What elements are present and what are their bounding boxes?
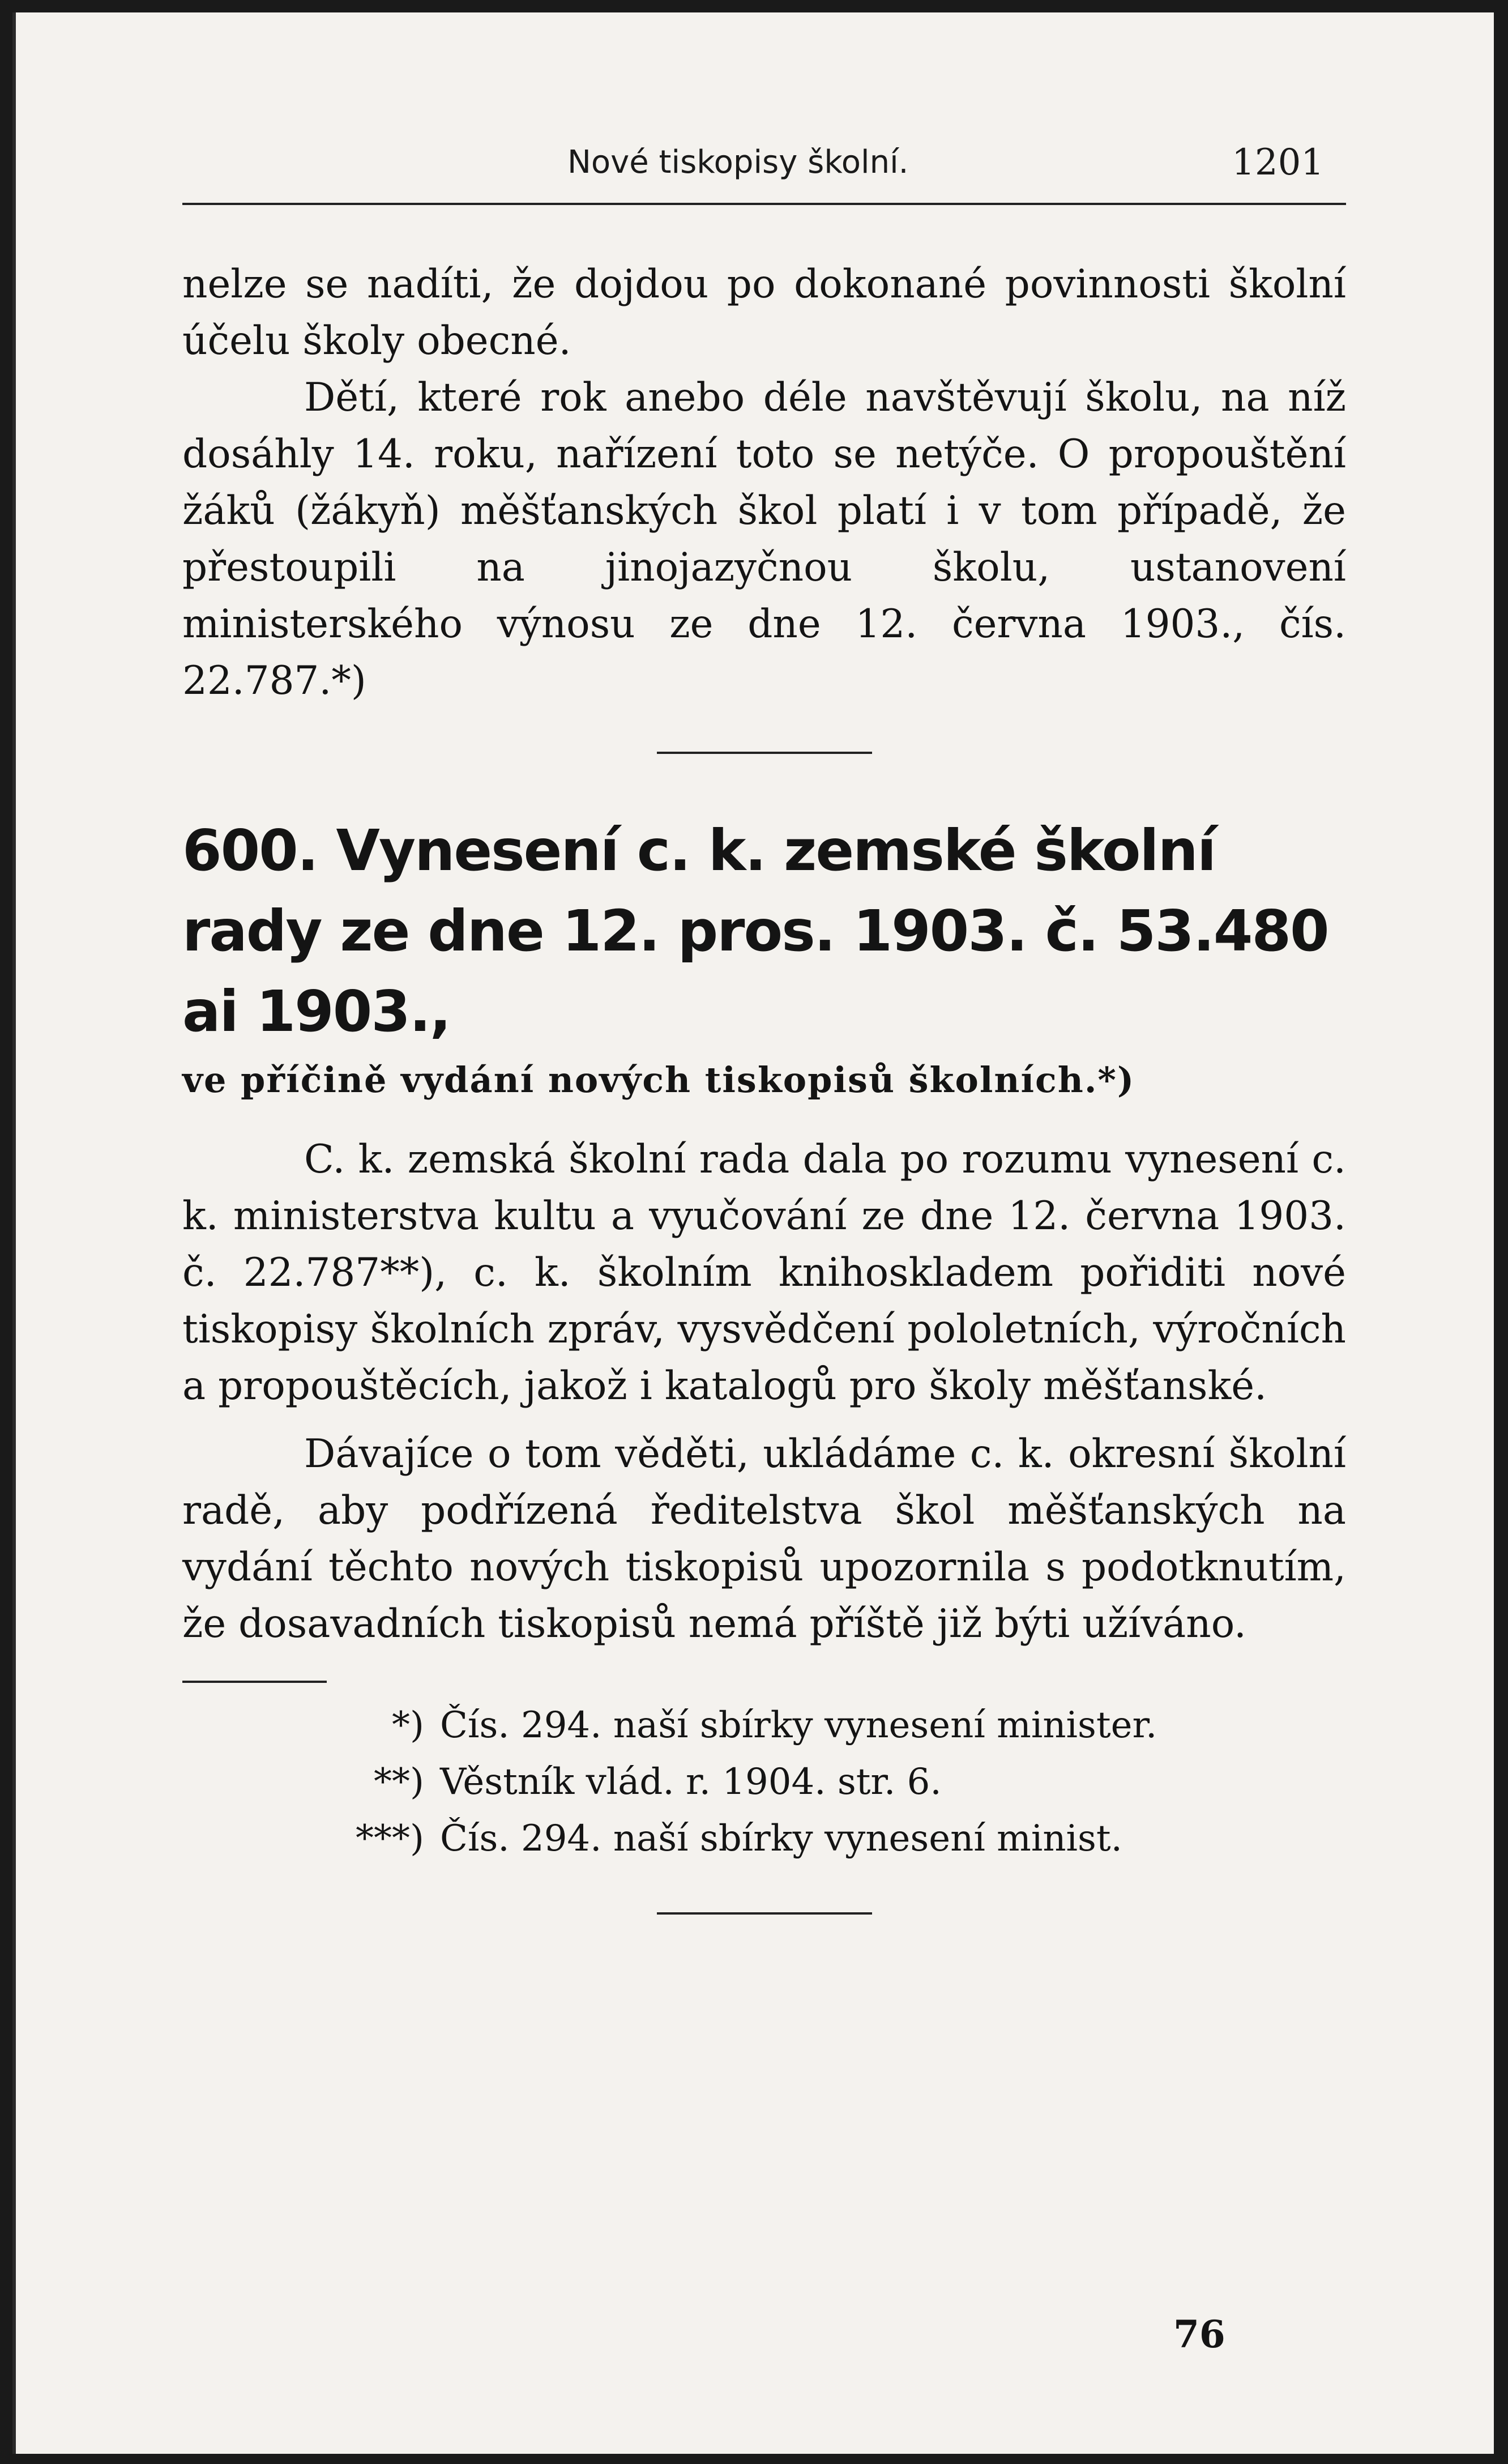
footnotes xyxy=(182,1697,1346,1867)
section-subheading: ve příčině vydání nových tiskopisů školních.*) xyxy=(182,1059,1135,1101)
main-text xyxy=(182,256,1346,1915)
footnote-text: Věstník vlád. r. 1904. str. 6. xyxy=(440,1761,942,1803)
footnote-mark: *) xyxy=(392,1704,424,1746)
end-separator xyxy=(657,1912,872,1915)
paragraph-4: Dávajíce o tom věděti, ukládáme c. k. okresní školní radě, aby podřízená ředitelstva škol měšťanských na vydání těchto nových tiskopisů upozornila s podotknutím, že dosavadních tiskopisů nemá příště již býti užíváno. xyxy=(182,1431,1346,1647)
page xyxy=(12,12,1494,2454)
footnote-text: Čís. 294. naší sbírky vynesení minister. xyxy=(440,1704,1157,1746)
paragraph-2: Dětí, které rok anebo déle navštěvují školu, na níž dosáhly 14. roku, nařízení toto se netýče. O propouštění žáků (žákyň) měšťanských škol platí i v tom případě, že přestoupili na jinojazyčnou školu, ustanovení ministerského výnosu ze dne 12. června 1903., čís. 22.787.*) xyxy=(182,375,1346,704)
paragraph-3: C. k. zemská školní rada dala po rozumu vynesení c. k. ministerstva kultu a vyučování ze dne 12. června 1903. č. 22.787**), c. k. školním knihoskladem pořiditi nové tiskopisy školních zpráv, vysvědčení pololetních, výročních a propouštěcích, jakož i katalogů pro školy měšťanské. xyxy=(182,1137,1346,1409)
footnote xyxy=(182,1697,1346,1754)
paragraph-1: nelze se nadíti, že dojdou po dokonané povinnosti školní účelu školy obecné. xyxy=(182,262,1346,364)
footnote-mark: **) xyxy=(374,1761,424,1803)
page-number: 1201 xyxy=(1232,142,1324,184)
footnote-mark: ***) xyxy=(356,1818,424,1860)
header-rule xyxy=(182,203,1346,205)
folio-number: 76 xyxy=(1173,2312,1225,2356)
section-heading: 600. Vynesení c. k. zemské školní rady ze dne 12. pros. 1903. č. 53.480 ai 1903., xyxy=(182,817,1328,1045)
footnote xyxy=(182,1810,1346,1867)
binding-edge xyxy=(12,12,16,2454)
footnote xyxy=(182,1754,1346,1810)
running-head: Nové tiskopisy školní. xyxy=(567,144,909,181)
footnote-text: Čís. 294. naší sbírky vynesení minist. xyxy=(440,1818,1122,1860)
